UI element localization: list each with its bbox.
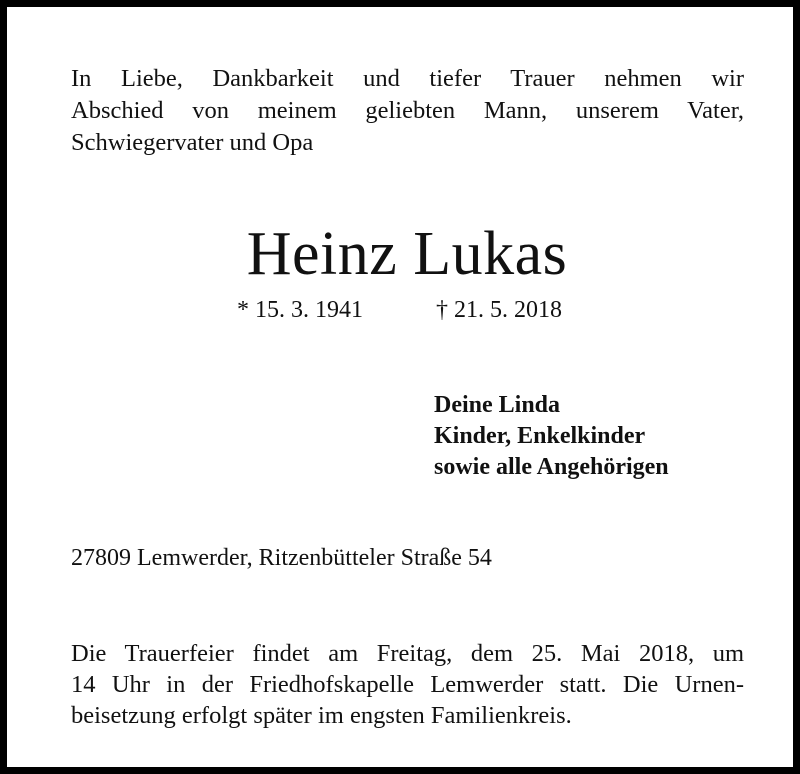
notice-line: 14 Uhr in der Friedhofskapelle Lemwerder statt. Die Urnen- xyxy=(71,671,744,698)
intro-line: Schwiegervater und Opa xyxy=(71,129,314,156)
intro-text xyxy=(71,63,744,159)
death-date: † 21. 5. 2018 xyxy=(436,297,562,323)
intro-line: In Liebe, Dankbarkeit und tiefer Trauer nehmen wir xyxy=(71,65,744,92)
deceased-name: Heinz Lukas xyxy=(246,220,568,288)
family-signature xyxy=(434,390,669,483)
family-line: Kinder, Enkelkinder xyxy=(434,423,646,449)
funeral-notice xyxy=(71,638,744,731)
notice-line: Die Trauerfeier findet am Freitag, dem 25. Mai 2018, um xyxy=(71,640,744,667)
birth-date: * 15. 3. 1941 xyxy=(237,297,363,323)
notice-line: beisetzung erfolgt später im engsten Familienkreis. xyxy=(71,702,572,729)
address: 27809 Lemwerder, Ritzenbütteler Straße 54 xyxy=(71,545,492,571)
family-line: Deine Linda xyxy=(434,392,561,418)
family-line: sowie alle Angehörigen xyxy=(434,454,669,480)
intro-line: Abschied von meinem geliebten Mann, unserem Vater, xyxy=(71,97,744,124)
